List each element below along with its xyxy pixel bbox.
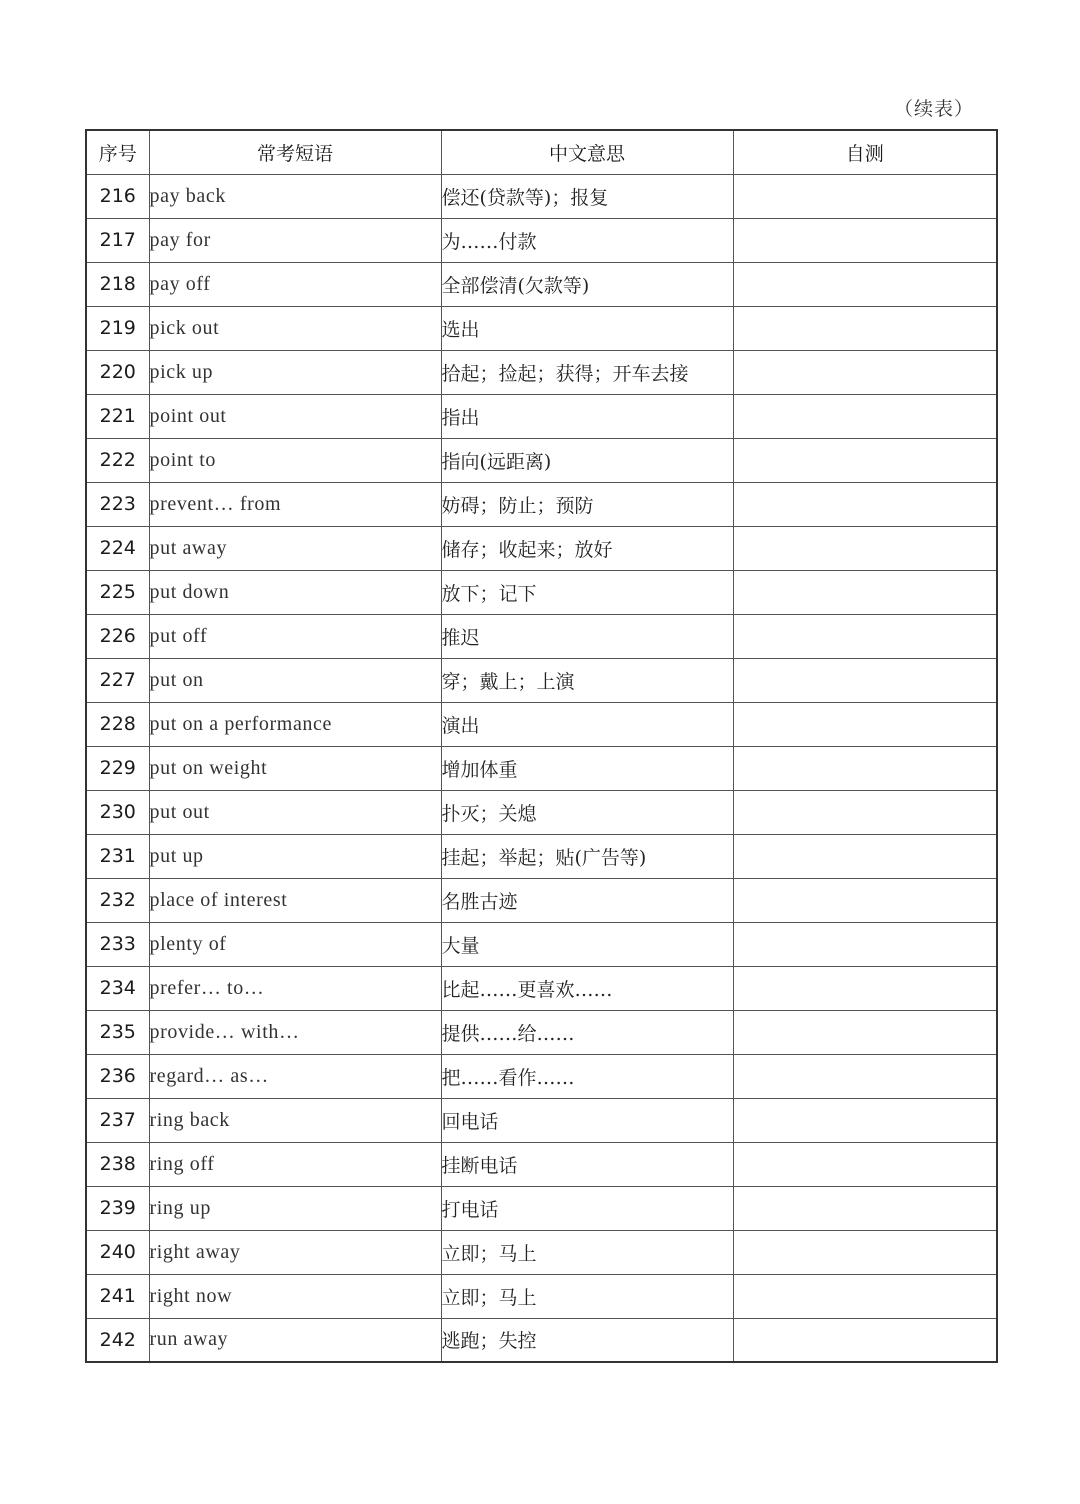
table-row xyxy=(86,702,997,746)
table-row xyxy=(86,922,997,966)
table-row xyxy=(86,1186,997,1230)
row-phrase: put down xyxy=(149,570,441,614)
row-number: 233 xyxy=(86,922,149,966)
table-row xyxy=(86,1274,997,1318)
row-number: 219 xyxy=(86,306,149,350)
row-phrase: pay for xyxy=(149,218,441,262)
row-phrase: ring up xyxy=(149,1186,441,1230)
row-meaning: 大量 xyxy=(441,922,733,966)
row-self-test-cell[interactable] xyxy=(733,658,997,702)
row-meaning: 拾起；捡起；获得；开车去接 xyxy=(441,350,733,394)
row-number: 216 xyxy=(86,174,149,218)
row-self-test-cell[interactable] xyxy=(733,394,997,438)
row-self-test-cell[interactable] xyxy=(733,1230,997,1274)
row-phrase: put off xyxy=(149,614,441,658)
row-phrase: point out xyxy=(149,394,441,438)
row-phrase: prefer… to… xyxy=(149,966,441,1010)
row-number: 241 xyxy=(86,1274,149,1318)
row-meaning: 选出 xyxy=(441,306,733,350)
row-meaning: 回电话 xyxy=(441,1098,733,1142)
header-meaning: 中文意思 xyxy=(441,130,733,174)
row-meaning: 演出 xyxy=(441,702,733,746)
row-phrase: run away xyxy=(149,1318,441,1362)
row-phrase: put out xyxy=(149,790,441,834)
table-row xyxy=(86,834,997,878)
row-self-test-cell[interactable] xyxy=(733,482,997,526)
row-self-test-cell[interactable] xyxy=(733,1054,997,1098)
row-self-test-cell[interactable] xyxy=(733,218,997,262)
row-phrase: pay off xyxy=(149,262,441,306)
row-self-test-cell[interactable] xyxy=(733,1274,997,1318)
row-self-test-cell[interactable] xyxy=(733,1318,997,1362)
row-meaning: 挂断电话 xyxy=(441,1142,733,1186)
row-phrase: pick out xyxy=(149,306,441,350)
table-row xyxy=(86,1318,997,1362)
row-phrase: put on a performance xyxy=(149,702,441,746)
row-self-test-cell[interactable] xyxy=(733,570,997,614)
header-phrase: 常考短语 xyxy=(149,130,441,174)
table-row xyxy=(86,1098,997,1142)
row-meaning: 扑灭；关熄 xyxy=(441,790,733,834)
row-meaning: 把……看作…… xyxy=(441,1054,733,1098)
row-self-test-cell[interactable] xyxy=(733,526,997,570)
row-self-test-cell[interactable] xyxy=(733,1186,997,1230)
row-number: 217 xyxy=(86,218,149,262)
row-phrase: put on weight xyxy=(149,746,441,790)
phrase-table xyxy=(85,129,998,1363)
row-number: 218 xyxy=(86,262,149,306)
row-meaning: 偿还(贷款等)；报复 xyxy=(441,174,733,218)
table-row xyxy=(86,218,997,262)
row-self-test-cell[interactable] xyxy=(733,966,997,1010)
table-row xyxy=(86,438,997,482)
row-number: 239 xyxy=(86,1186,149,1230)
table-row xyxy=(86,306,997,350)
row-phrase: put up xyxy=(149,834,441,878)
table-row xyxy=(86,1142,997,1186)
table-header-row xyxy=(86,130,997,174)
row-number: 230 xyxy=(86,790,149,834)
row-number: 232 xyxy=(86,878,149,922)
table-row xyxy=(86,526,997,570)
table-row xyxy=(86,1010,997,1054)
row-meaning: 提供……给…… xyxy=(441,1010,733,1054)
header-number: 序号 xyxy=(86,130,149,174)
row-number: 223 xyxy=(86,482,149,526)
row-phrase: point to xyxy=(149,438,441,482)
row-self-test-cell[interactable] xyxy=(733,878,997,922)
row-number: 227 xyxy=(86,658,149,702)
table-row xyxy=(86,614,997,658)
table-row xyxy=(86,350,997,394)
row-number: 225 xyxy=(86,570,149,614)
row-meaning: 立即；马上 xyxy=(441,1230,733,1274)
row-meaning: 指出 xyxy=(441,394,733,438)
row-self-test-cell[interactable] xyxy=(733,790,997,834)
row-phrase: right away xyxy=(149,1230,441,1274)
row-meaning: 穿；戴上；上演 xyxy=(441,658,733,702)
row-number: 236 xyxy=(86,1054,149,1098)
row-meaning: 推迟 xyxy=(441,614,733,658)
row-meaning: 储存；收起来；放好 xyxy=(441,526,733,570)
table-row xyxy=(86,262,997,306)
row-number: 229 xyxy=(86,746,149,790)
row-self-test-cell[interactable] xyxy=(733,922,997,966)
continued-label: （续表） xyxy=(893,98,974,120)
row-phrase: pay back xyxy=(149,174,441,218)
row-phrase: plenty of xyxy=(149,922,441,966)
row-number: 242 xyxy=(86,1318,149,1362)
row-number: 221 xyxy=(86,394,149,438)
row-self-test-cell[interactable] xyxy=(733,1142,997,1186)
row-number: 237 xyxy=(86,1098,149,1142)
row-phrase: ring back xyxy=(149,1098,441,1142)
row-meaning: 妨碍；防止；预防 xyxy=(441,482,733,526)
row-phrase: put on xyxy=(149,658,441,702)
table-row xyxy=(86,482,997,526)
row-number: 228 xyxy=(86,702,149,746)
table-row xyxy=(86,1054,997,1098)
row-phrase: ring off xyxy=(149,1142,441,1186)
table-row xyxy=(86,966,997,1010)
row-meaning: 名胜古迹 xyxy=(441,878,733,922)
row-number: 222 xyxy=(86,438,149,482)
row-self-test-cell[interactable] xyxy=(733,614,997,658)
row-self-test-cell[interactable] xyxy=(733,438,997,482)
row-phrase: put away xyxy=(149,526,441,570)
row-self-test-cell[interactable] xyxy=(733,702,997,746)
row-phrase: prevent… from xyxy=(149,482,441,526)
row-number: 235 xyxy=(86,1010,149,1054)
row-meaning: 比起……更喜欢…… xyxy=(441,966,733,1010)
table-row xyxy=(86,394,997,438)
table-row xyxy=(86,1230,997,1274)
row-self-test-cell[interactable] xyxy=(733,1010,997,1054)
row-meaning: 挂起；举起；贴(广告等) xyxy=(441,834,733,878)
row-number: 238 xyxy=(86,1142,149,1186)
table-row xyxy=(86,746,997,790)
row-meaning: 全部偿清(欠款等) xyxy=(441,262,733,306)
table-body xyxy=(86,174,997,1362)
row-self-test-cell[interactable] xyxy=(733,306,997,350)
row-meaning: 放下；记下 xyxy=(441,570,733,614)
row-phrase: regard… as… xyxy=(149,1054,441,1098)
row-number: 231 xyxy=(86,834,149,878)
row-phrase: place of interest xyxy=(149,878,441,922)
table-row xyxy=(86,658,997,702)
row-meaning: 指向(远距离) xyxy=(441,438,733,482)
row-meaning: 为……付款 xyxy=(441,218,733,262)
row-number: 226 xyxy=(86,614,149,658)
table-row xyxy=(86,878,997,922)
row-self-test-cell[interactable] xyxy=(733,834,997,878)
row-meaning: 逃跑；失控 xyxy=(441,1318,733,1362)
row-self-test-cell[interactable] xyxy=(733,350,997,394)
row-meaning: 打电话 xyxy=(441,1186,733,1230)
header-self-test: 自测 xyxy=(733,130,997,174)
table-row xyxy=(86,570,997,614)
row-self-test-cell[interactable] xyxy=(733,262,997,306)
row-self-test-cell[interactable] xyxy=(733,1098,997,1142)
row-phrase: provide… with… xyxy=(149,1010,441,1054)
row-phrase: right now xyxy=(149,1274,441,1318)
table-row xyxy=(86,174,997,218)
row-number: 240 xyxy=(86,1230,149,1274)
row-number: 224 xyxy=(86,526,149,570)
row-self-test-cell[interactable] xyxy=(733,174,997,218)
row-phrase: pick up xyxy=(149,350,441,394)
row-meaning: 增加体重 xyxy=(441,746,733,790)
row-self-test-cell[interactable] xyxy=(733,746,997,790)
row-meaning: 立即；马上 xyxy=(441,1274,733,1318)
row-number: 234 xyxy=(86,966,149,1010)
row-number: 220 xyxy=(86,350,149,394)
table-row xyxy=(86,790,997,834)
